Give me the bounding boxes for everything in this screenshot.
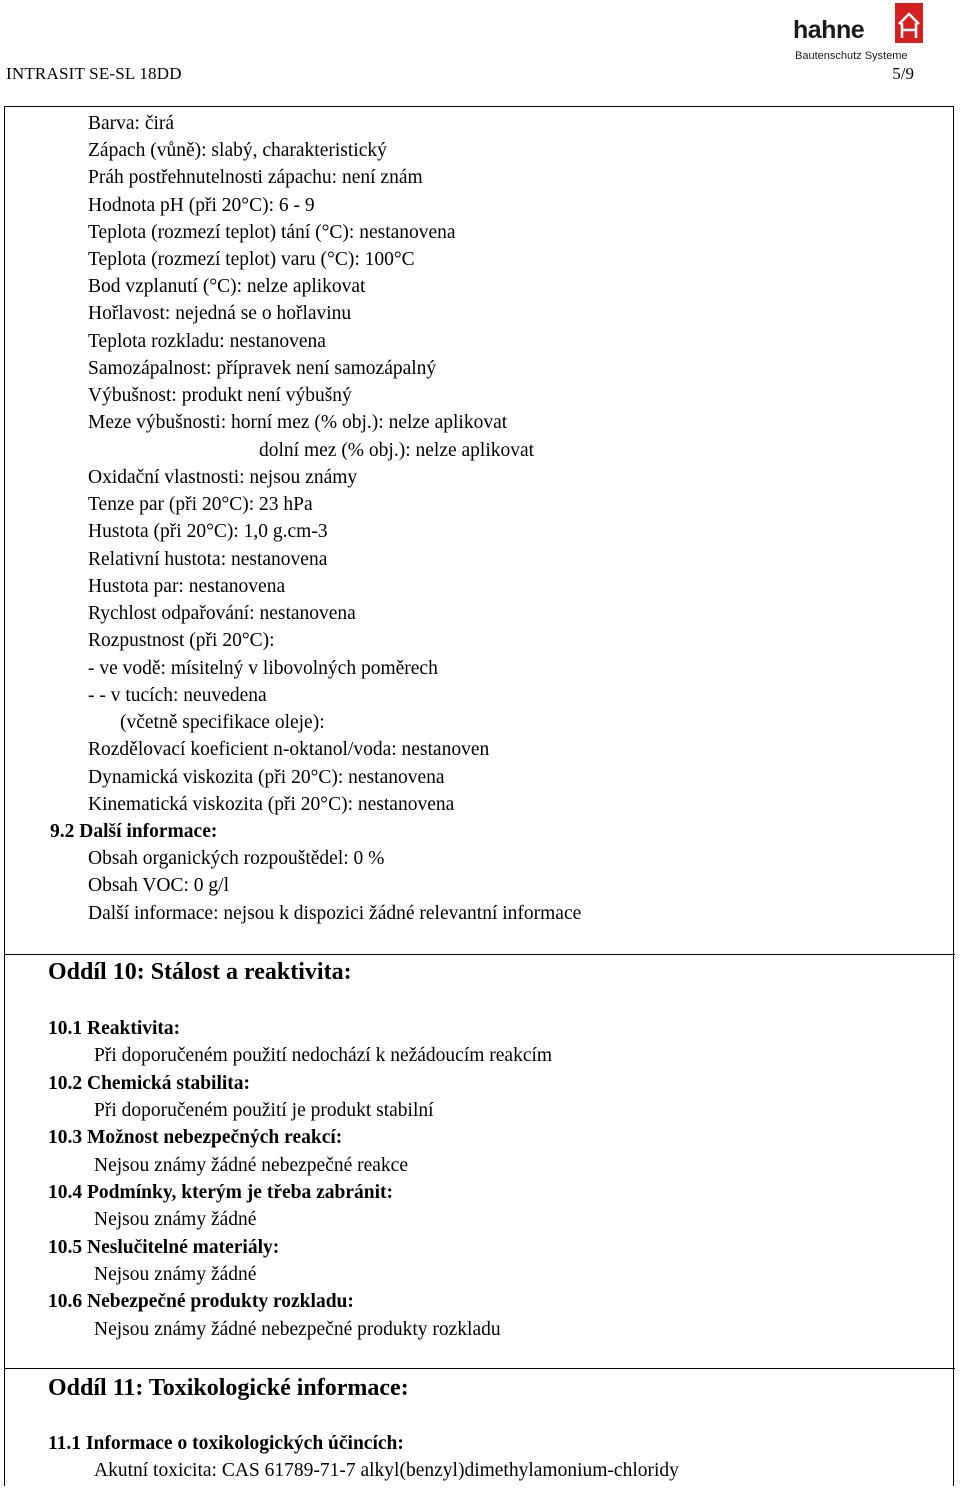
subsection-title: Podmínky, kterým je třeba zabránit: xyxy=(87,1182,394,1203)
page-number: 5/9 xyxy=(892,64,914,83)
property-line: Výbušnost: produkt není výbušný xyxy=(88,385,352,406)
subsection-title: Další informace: xyxy=(79,821,218,842)
property-line: Hustota par: nestanovena xyxy=(88,576,286,597)
logo-tagline: Bautenschutz Systeme xyxy=(795,50,908,62)
subsection-text: Nejsou známy žádné xyxy=(94,1264,257,1285)
house-logo-icon xyxy=(894,2,924,44)
property-line: Kinematická viskozita (při 20°C): nestanovena xyxy=(88,794,455,815)
subsection-11-1-heading xyxy=(48,1434,404,1454)
subsection-10-6-heading xyxy=(48,1292,354,1312)
info-line: Obsah organických rozpouštědel: 0 % xyxy=(88,848,385,869)
subsection-text: Nejsou známy žádné nebezpečné produkty rozkladu xyxy=(94,1319,501,1340)
property-line: Zápach (vůně): slabý, charakteristický xyxy=(88,140,387,161)
property-line: Teplota (rozmezí teplot) varu (°C): 100°C xyxy=(88,249,415,270)
subsection-number: 11.1 xyxy=(48,1433,82,1454)
property-line: dolní mez (% obj.): nelze aplikovat xyxy=(259,440,535,461)
section-10-heading: Oddíl 10: Stálost a reaktivita: xyxy=(48,959,352,985)
property-line: Bod vzplanutí (°C): nelze aplikovat xyxy=(88,276,366,297)
property-line: - - v tucích: neuvedena xyxy=(88,685,267,706)
subsection-number: 10.4 xyxy=(48,1182,83,1203)
document-product-name: INTRASIT SE-SL 18DD xyxy=(6,64,182,83)
subsection-text: Při doporučeném použití je produkt stabilní xyxy=(94,1100,434,1121)
subsection-text: Při doporučeném použití nedochází k nežádoucím reakcím xyxy=(94,1045,553,1066)
subsection-number: 9.2 xyxy=(50,821,75,842)
subsection-10-5-heading xyxy=(48,1238,279,1258)
subsection-title: Chemická stabilita: xyxy=(87,1073,251,1094)
property-line: Teplota (rozmezí teplot) tání (°C): nestanovena xyxy=(88,222,456,243)
property-line: Rychlost odpařování: nestanovena xyxy=(88,603,356,624)
subsection-title: Reaktivita: xyxy=(87,1018,181,1039)
subsection-text: Nejsou známy žádné xyxy=(94,1209,257,1230)
property-line: Meze výbušnosti: horní mez (% obj.): nelze aplikovat xyxy=(88,412,508,433)
info-line: Obsah VOC: 0 g/l xyxy=(88,875,230,896)
section-11-heading: Oddíl 11: Toxikologické informace: xyxy=(48,1375,409,1401)
property-line: Relativní hustota: nestanovena xyxy=(88,549,328,570)
logo-wordmark: hahne xyxy=(793,16,865,44)
subsection-10-2-heading xyxy=(48,1074,250,1094)
subsection-number: 10.3 xyxy=(48,1127,83,1148)
property-line: Tenze par (při 20°C): 23 hPa xyxy=(88,494,313,515)
subsection-10-1-heading xyxy=(48,1019,180,1039)
info-line: Další informace: nejsou k dispozici žádné relevantní informace xyxy=(88,903,582,924)
property-line: Barva: čirá xyxy=(88,113,175,134)
subsection-title: Neslučitelné materiály: xyxy=(87,1237,280,1258)
property-line: Hodnota pH (při 20°C): 6 - 9 xyxy=(88,195,315,216)
subsection-number: 10.1 xyxy=(48,1018,83,1039)
property-line: (včetně specifikace oleje): xyxy=(120,712,325,733)
subsection-10-4-heading xyxy=(48,1183,393,1203)
subsection-text: Nejsou známy žádné nebezpečné reakce xyxy=(94,1155,408,1176)
property-line: Rozdělovací koeficient n-oktanol/voda: nestanoven xyxy=(88,739,490,760)
subsection-9-2-heading xyxy=(50,822,217,842)
subsection-text: Akutní toxicita: CAS 61789-71-7 alkyl(benzyl)dimethylamonium-chloridy xyxy=(94,1460,679,1481)
subsection-number: 10.2 xyxy=(48,1073,83,1094)
subsection-title: Nebezpečné produkty rozkladu: xyxy=(87,1291,354,1312)
subsection-number: 10.6 xyxy=(48,1291,83,1312)
property-line: Dynamická viskozita (při 20°C): nestanovena xyxy=(88,767,445,788)
subsection-title: Informace o toxikologických účincích: xyxy=(85,1433,404,1454)
subsection-title: Možnost nebezpečných reakcí: xyxy=(87,1127,343,1148)
hahne-logo xyxy=(790,2,940,64)
subsection-number: 10.5 xyxy=(48,1237,83,1258)
property-line: Samozápalnost: přípravek není samozápalný xyxy=(88,358,437,379)
property-line: Teplota rozkladu: nestanovena xyxy=(88,331,326,352)
property-line: Oxidační vlastnosti: nejsou známy xyxy=(88,467,358,488)
property-line: Práh postřehnutelnosti zápachu: není znám xyxy=(88,167,423,188)
subsection-10-3-heading xyxy=(48,1128,342,1148)
property-line: Hustota (při 20°C): 1,0 g.cm-3 xyxy=(88,521,328,542)
section-divider xyxy=(4,1368,955,1369)
property-line: - ve vodě: mísitelný v libovolných poměrech xyxy=(88,658,438,679)
property-line: Rozpustnost (při 20°C): xyxy=(88,630,275,651)
section-divider xyxy=(4,954,955,955)
property-line: Hořlavost: nejedná se o hořlavinu xyxy=(88,303,352,324)
